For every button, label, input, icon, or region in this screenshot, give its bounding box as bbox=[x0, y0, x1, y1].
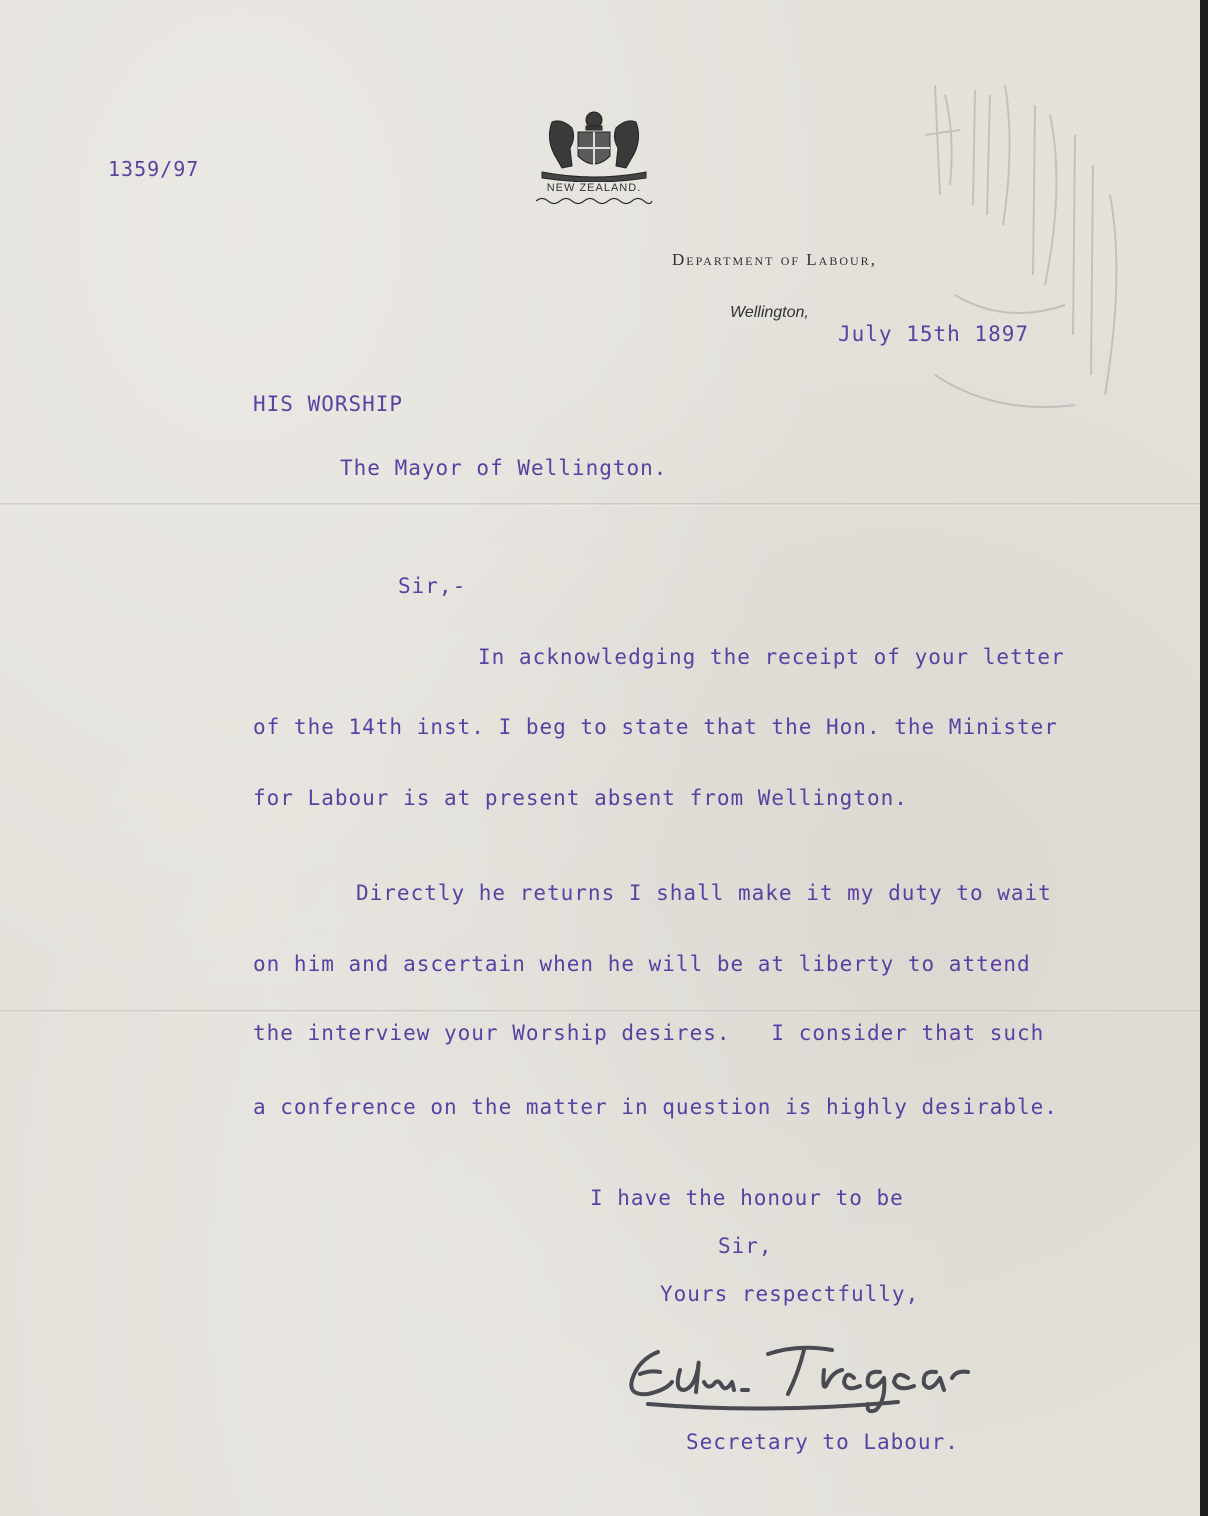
fold-line-upper bbox=[0, 503, 1200, 506]
body-line: In acknowledging the receipt of your letter bbox=[478, 645, 1065, 669]
body-line: on him and ascertain when he will be at liberty to attend bbox=[253, 952, 1031, 976]
closing-line: I have the honour to be bbox=[590, 1186, 904, 1210]
body-line: the interview your Worship desires. I consider that such bbox=[253, 1021, 1045, 1045]
closing-line: Yours respectfully, bbox=[660, 1282, 920, 1306]
fold-line-lower bbox=[0, 1010, 1200, 1013]
coat-of-arms bbox=[532, 108, 656, 208]
closing-line: Sir, bbox=[718, 1234, 773, 1258]
letter-date: July 15th 1897 bbox=[838, 322, 1030, 346]
place-label: Wellington, bbox=[730, 304, 809, 321]
signatory-title: Secretary to Labour. bbox=[686, 1430, 959, 1454]
salutation: Sir,- bbox=[398, 574, 467, 598]
pencil-annotation bbox=[915, 75, 1145, 455]
crest-label: NEW ZEALAND. bbox=[546, 182, 642, 194]
addressee-line: The Mayor of Wellington. bbox=[340, 456, 668, 480]
reference-number: 1359/97 bbox=[108, 157, 200, 181]
department-heading: Department of Labour, bbox=[672, 250, 877, 269]
body-line: Directly he returns I shall make it my duty to wait bbox=[356, 881, 1052, 905]
scan-edge bbox=[1200, 0, 1208, 1516]
signature-icon bbox=[618, 1330, 1018, 1420]
coat-of-arms-icon bbox=[532, 108, 656, 182]
body-line: a conference on the matter in question is highly desirable. bbox=[253, 1095, 1058, 1119]
wavy-rule-icon bbox=[532, 196, 656, 206]
body-line: for Labour is at present absent from Wellington. bbox=[253, 786, 908, 810]
addressee-title: HIS WORSHIP bbox=[253, 392, 404, 416]
signature bbox=[618, 1330, 1018, 1420]
body-line: of the 14th inst. I beg to state that the Hon. the Minister bbox=[253, 715, 1058, 739]
